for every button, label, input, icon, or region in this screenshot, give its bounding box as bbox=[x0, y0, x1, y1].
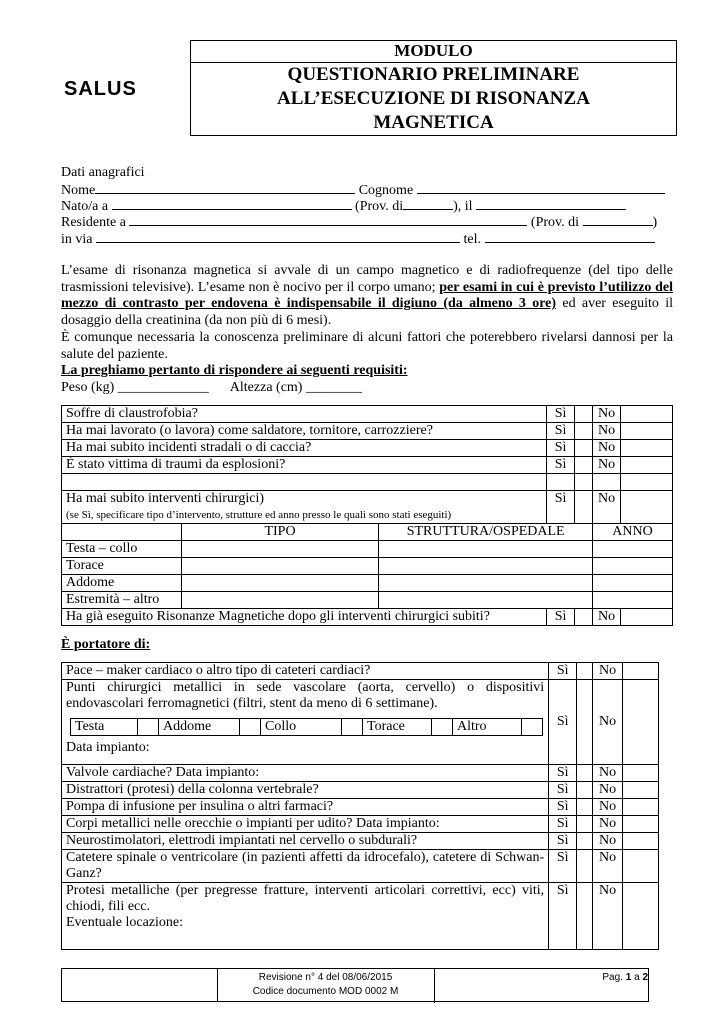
no-checkbox[interactable] bbox=[621, 457, 673, 474]
no-label: No bbox=[593, 883, 623, 950]
body-part-label: Addome bbox=[62, 575, 182, 592]
altezza-field[interactable]: ________ bbox=[305, 379, 362, 395]
altezza-label: Altezza (cm) bbox=[229, 379, 303, 395]
no-label: No bbox=[593, 406, 621, 423]
table-row bbox=[62, 833, 659, 850]
current-page: 1 bbox=[625, 972, 632, 983]
si-checkbox[interactable] bbox=[575, 440, 593, 457]
col-anno: ANNO bbox=[593, 524, 673, 541]
no-label: No bbox=[593, 423, 621, 440]
site-checkbox[interactable] bbox=[342, 719, 363, 736]
footer-empty-cell bbox=[62, 969, 218, 1001]
interventi-note: (se Sì, specificare tipo d’intervento, strutture ed anno presso le quali sono stati eseguiti) bbox=[66, 509, 452, 521]
table-row bbox=[62, 883, 659, 950]
no-label: No bbox=[593, 609, 621, 626]
footer-doc-info bbox=[217, 969, 435, 1003]
si-checkbox[interactable] bbox=[577, 680, 593, 765]
peso-label: Peso (kg) bbox=[61, 379, 115, 395]
table-row bbox=[62, 850, 659, 883]
table-row bbox=[62, 491, 673, 524]
table-row bbox=[62, 541, 673, 558]
tel-label: tel. bbox=[463, 232, 481, 247]
table-row bbox=[62, 609, 673, 626]
table-row bbox=[62, 440, 673, 457]
no-checkbox[interactable] bbox=[623, 816, 659, 833]
punti-text: Punti chirurgici metallici in sede vascolare (aorta, cervello) o dispositivi endovascolari ferromagnetici (filtri, stent da meno di 6 settimane). bbox=[66, 680, 545, 711]
question-text: Catetere spinale o ventricolare (in pazienti affetti da idrocefalo), catetere di Schwan-Ganz? bbox=[62, 850, 549, 883]
intro-paragraph-2: È comunque necessaria la conoscenza preliminare di alcuni fattori che poterebbero rivelarsi dannosi per la salute del paziente. bbox=[61, 329, 673, 362]
table-row bbox=[62, 816, 659, 833]
question-text: Distrattori (protesi) della colonna vertebrale? bbox=[62, 782, 549, 799]
modulo-label: MODULO bbox=[191, 41, 676, 63]
si-label: Sì bbox=[549, 799, 577, 816]
si-label: Sì bbox=[547, 457, 575, 474]
no-label: No bbox=[593, 663, 623, 680]
site-checkbox[interactable] bbox=[138, 719, 159, 736]
si-label: Sì bbox=[549, 680, 577, 765]
si-label: Sì bbox=[547, 406, 575, 423]
question-text: Ha già eseguito Risonanze Magnetiche dopo gli interventi chirurgici subiti? bbox=[62, 609, 547, 626]
no-label: No bbox=[593, 457, 621, 474]
table-row bbox=[62, 680, 659, 765]
no-label: No bbox=[593, 782, 623, 799]
anno-cell[interactable] bbox=[593, 541, 673, 558]
locazione-label: Eventuale locazione: bbox=[66, 915, 183, 930]
interventi-question bbox=[62, 491, 547, 524]
si-label: Sì bbox=[549, 833, 577, 850]
anno-cell[interactable] bbox=[593, 575, 673, 592]
title-line-2: ALL’ESECUZIONE DI RISONANZA bbox=[277, 88, 590, 109]
cognome-field[interactable] bbox=[417, 181, 665, 194]
si-label: Sì bbox=[549, 850, 577, 883]
question-text: Valvole cardiache? Data impianto: bbox=[62, 765, 549, 782]
tipo-cell[interactable] bbox=[181, 575, 378, 592]
si-checkbox[interactable] bbox=[575, 609, 593, 626]
portatore-heading: È portatore di: bbox=[61, 637, 151, 652]
si-checkbox[interactable] bbox=[577, 833, 593, 850]
of-label: a bbox=[634, 972, 640, 983]
site-checkbox[interactable] bbox=[240, 719, 261, 736]
empty-cell bbox=[593, 474, 621, 491]
question-text: Soffre di claustrofobia? bbox=[62, 406, 547, 423]
si-checkbox[interactable] bbox=[577, 799, 593, 816]
site-checkbox[interactable] bbox=[432, 719, 453, 736]
intro-p1-c: ed aver eseguito il dosaggio della creatinina (da non più di 6 mesi). bbox=[61, 296, 673, 329]
empty-cell bbox=[547, 474, 575, 491]
peso-field[interactable]: _____________ bbox=[117, 379, 209, 395]
title-line-1: QUESTIONARIO PRELIMINARE bbox=[287, 64, 580, 85]
struttura-cell[interactable] bbox=[379, 575, 593, 592]
tipo-cell[interactable] bbox=[181, 541, 378, 558]
intro-request: La preghiamo pertanto di rispondere ai seguenti requisiti: bbox=[61, 363, 408, 379]
si-label: Sì bbox=[547, 440, 575, 457]
tel-field[interactable] bbox=[485, 230, 655, 243]
table-row bbox=[62, 663, 659, 680]
prov-residenza-label: (Prov. di bbox=[530, 215, 580, 230]
peso-altezza-row bbox=[61, 380, 673, 397]
empty-cell bbox=[62, 474, 547, 491]
empty-cell bbox=[575, 474, 593, 491]
no-checkbox[interactable] bbox=[621, 609, 673, 626]
question-text: Neurostimolatori, elettrodi impiantati nel cervello o subdurali? bbox=[62, 833, 549, 850]
residente-label: Residente a bbox=[61, 215, 126, 230]
body-part-label: Estremità – altro bbox=[62, 592, 182, 609]
cognome-label: Cognome bbox=[358, 183, 414, 198]
no-checkbox[interactable] bbox=[621, 423, 673, 440]
salus-logo: SALUS bbox=[64, 78, 137, 100]
si-label: Sì bbox=[547, 609, 575, 626]
protesi-text: Protesi metalliche (per pregresse fratture, interventi articolari correttivi, ecc) viti, chiodi, fili ecc. bbox=[66, 883, 545, 914]
no-checkbox[interactable] bbox=[621, 406, 673, 423]
form-title bbox=[191, 63, 676, 135]
si-checkbox[interactable] bbox=[577, 816, 593, 833]
si-label: Sì bbox=[549, 663, 577, 680]
il-label: ), il bbox=[453, 199, 473, 214]
si-checkbox[interactable] bbox=[575, 457, 593, 474]
table-row-empty bbox=[62, 474, 673, 491]
table-row bbox=[62, 575, 673, 592]
si-checkbox[interactable] bbox=[575, 406, 593, 423]
nascita-row bbox=[61, 197, 673, 214]
no-checkbox[interactable] bbox=[623, 782, 659, 799]
nato-label: Nato/a a bbox=[61, 199, 109, 214]
data-impianto-label: Data impianto: bbox=[66, 740, 150, 755]
site-label: Testa bbox=[71, 719, 138, 736]
no-checkbox[interactable] bbox=[623, 850, 659, 883]
interventi-header-row bbox=[62, 524, 673, 541]
si-checkbox[interactable] bbox=[577, 883, 593, 950]
question-text: Corpi metallici nelle orecchie o impianti per udito? Data impianto: bbox=[62, 816, 549, 833]
site-label: Torace bbox=[363, 719, 432, 736]
title-line-3: MAGNETICA bbox=[373, 112, 494, 133]
codice-documento: Codice documento MOD 0002 M bbox=[252, 986, 399, 997]
empty-cell bbox=[621, 474, 673, 491]
intro-p1-bold: per esami in cui è previsto l’utilizzo del mezzo di contrasto per endovena è indispensabile il digiuno (da almeno 3 ore) bbox=[61, 279, 674, 312]
page-number bbox=[434, 969, 648, 1003]
table-row bbox=[62, 406, 673, 423]
no-checkbox[interactable] bbox=[623, 883, 659, 950]
anno-cell[interactable] bbox=[593, 558, 673, 575]
site-label: Altro bbox=[453, 719, 522, 736]
residenza-row bbox=[61, 213, 673, 230]
question-text: Pace – maker cardiaco o altro tipo di cateteri cardiaci? bbox=[62, 663, 549, 680]
via-label: in via bbox=[61, 232, 93, 247]
nome-field[interactable] bbox=[95, 181, 355, 194]
nato-field[interactable] bbox=[112, 197, 352, 210]
protesi-question bbox=[62, 883, 549, 950]
si-checkbox[interactable] bbox=[577, 850, 593, 883]
question-text: Pompa di infusione per insulina o altri farmaci? bbox=[62, 799, 549, 816]
title-box bbox=[190, 40, 677, 136]
no-checkbox[interactable] bbox=[623, 680, 659, 765]
si-checkbox[interactable] bbox=[577, 663, 593, 680]
punti-question bbox=[62, 680, 549, 765]
intro-text bbox=[61, 263, 673, 397]
portatore-table bbox=[61, 662, 659, 950]
anagrafica-heading: Dati anagrafici bbox=[61, 165, 145, 180]
struttura-cell[interactable] bbox=[379, 558, 593, 575]
prov-residenza-field[interactable] bbox=[583, 213, 653, 226]
no-checkbox[interactable] bbox=[623, 765, 659, 782]
nome-cognome-row bbox=[61, 181, 673, 198]
no-checkbox[interactable] bbox=[621, 440, 673, 457]
si-checkbox[interactable] bbox=[575, 423, 593, 440]
table-row bbox=[62, 457, 673, 474]
revisione: Revisione n° 4 del 08/06/2015 bbox=[258, 972, 393, 983]
no-checkbox[interactable] bbox=[623, 663, 659, 680]
prov-label: (Prov. di bbox=[355, 199, 404, 214]
tipo-cell[interactable] bbox=[181, 558, 378, 575]
body-part-label: Testa – collo bbox=[62, 541, 182, 558]
intro-paragraph-1 bbox=[61, 263, 673, 330]
table-row bbox=[62, 765, 659, 782]
intro-p1-a: L’esame di risonanza magnetica si avvale di un campo magnetico e di radiofrequenze (del tipo delle trasmissioni televisive). L’esame non è nocivo per il corpo umano; bbox=[61, 263, 673, 295]
sites-table bbox=[70, 718, 543, 736]
no-checkbox[interactable] bbox=[623, 799, 659, 816]
interventi-text: Ha mai subito interventi chirurgici) bbox=[66, 491, 265, 506]
no-checkbox[interactable] bbox=[623, 833, 659, 850]
si-label: Sì bbox=[547, 423, 575, 440]
no-label: No bbox=[593, 680, 623, 765]
no-label: No bbox=[593, 833, 623, 850]
residente-field[interactable] bbox=[129, 213, 527, 226]
table-row bbox=[62, 782, 659, 799]
si-checkbox[interactable] bbox=[577, 782, 593, 799]
struttura-cell[interactable] bbox=[379, 592, 593, 609]
no-label: No bbox=[593, 850, 623, 883]
no-checkbox[interactable] bbox=[621, 491, 673, 524]
total-pages: 2 bbox=[642, 972, 648, 983]
table-row bbox=[62, 558, 673, 575]
prov-close: ) bbox=[652, 215, 658, 230]
no-label: No bbox=[593, 491, 621, 524]
si-label: Sì bbox=[549, 782, 577, 799]
table-row bbox=[62, 423, 673, 440]
col-struttura: STRUTTURA/OSPEDALE bbox=[379, 524, 593, 541]
nome-label: Nome bbox=[61, 183, 96, 198]
site-label: Collo bbox=[261, 719, 342, 736]
table-row bbox=[62, 799, 659, 816]
site-checkbox[interactable] bbox=[522, 719, 543, 736]
si-label: Sì bbox=[547, 491, 575, 524]
question-text: Ha mai lavorato (o lavora) come saldatore, tornitore, carrozziere? bbox=[62, 423, 547, 440]
si-label: Sì bbox=[549, 883, 577, 950]
footer bbox=[61, 968, 649, 1002]
via-row bbox=[61, 230, 673, 247]
col-tipo: TIPO bbox=[181, 524, 378, 541]
si-label: Sì bbox=[549, 765, 577, 782]
requisiti-table bbox=[61, 405, 673, 626]
tipo-cell[interactable] bbox=[181, 592, 378, 609]
si-label: Sì bbox=[549, 816, 577, 833]
body-part-label: Torace bbox=[62, 558, 182, 575]
prov-nascita-field[interactable] bbox=[403, 197, 453, 210]
no-label: No bbox=[593, 816, 623, 833]
struttura-cell[interactable] bbox=[379, 541, 593, 558]
site-label: Addome bbox=[159, 719, 240, 736]
no-label: No bbox=[593, 799, 623, 816]
data-nascita-field[interactable] bbox=[476, 197, 626, 210]
via-field[interactable] bbox=[96, 230, 460, 243]
question-text: Ha mai subito incidenti stradali o di caccia? bbox=[62, 440, 547, 457]
si-checkbox[interactable] bbox=[575, 491, 593, 524]
table-row bbox=[62, 592, 673, 609]
pag-label: Pag. bbox=[602, 972, 623, 983]
empty-cell bbox=[62, 524, 182, 541]
si-checkbox[interactable] bbox=[577, 765, 593, 782]
question-text: È stato vittima di traumi da esplosioni? bbox=[62, 457, 547, 474]
anno-cell[interactable] bbox=[593, 592, 673, 609]
no-label: No bbox=[593, 765, 623, 782]
no-label: No bbox=[593, 440, 621, 457]
